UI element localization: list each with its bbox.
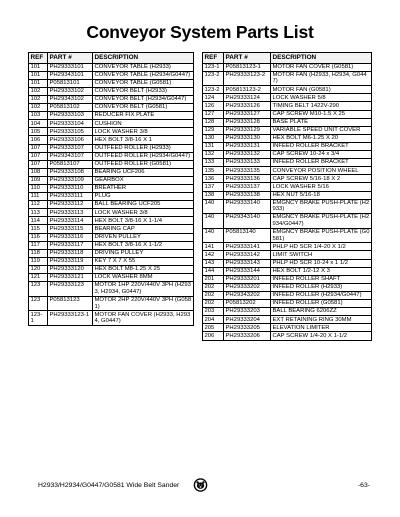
description-cell: HEX BOLT 1/2-12 X 3 [271,267,372,275]
description-cell: CAP SCREW 5/16-18 X 2 [271,175,372,183]
description-cell: REDUCER FIX PLATE [93,112,194,120]
description-cell: BASE PLATE [271,118,372,126]
ref-cell: 137 [203,183,224,191]
table-row [203,332,372,340]
table-row [29,87,194,95]
part-number-cell: P05813102 [48,104,93,112]
part-number-cell: PH29333116 [48,233,93,241]
ref-cell: 106 [29,136,48,144]
part-number-cell: PH29333108 [48,168,93,176]
description-cell: OUTFEED ROLLER (G0581) [93,160,194,168]
parts-table-left-body [29,63,194,325]
description-cell: BEARING UCF206 [93,168,194,176]
table-row [29,71,194,79]
ref-cell: 144 [203,267,224,275]
description-cell: MOTOR FAN COVER (H2933, H2934, G0447) [93,311,194,326]
ref-cell: 102 [29,104,48,112]
table-row [203,291,372,299]
description-cell: CAP SCREW 10-24 x 3/4 [271,151,372,159]
ref-cell: 129 [203,126,224,134]
description-cell: VARIABLE SPEED UNIT COVER [271,126,372,134]
description-cell: CAP SCREW 1/4-20 X 1-1/2 [271,332,372,340]
ref-cell: 130 [203,134,224,142]
description-cell: DRIVEN PULLEY [93,233,194,241]
description-cell: OUTFEED ROLLER (H2933) [93,144,194,152]
part-number-cell: PH29333132 [224,151,271,159]
part-number-cell: PH29333113 [48,209,93,217]
table-row [203,159,372,167]
ref-cell: 111 [29,193,48,201]
ref-cell: 140 [203,199,224,214]
table-row [203,228,372,243]
part-number-cell: PH29333106 [48,136,93,144]
ref-cell: 135 [203,167,224,175]
ref-cell: 121 [29,274,48,282]
table-row [29,63,194,71]
part-number-cell: PH29333123 [48,282,93,297]
ref-cell: 140 [203,214,224,229]
description-cell: LIMIT SWITCH [271,251,372,259]
description-cell: CONVEYOR TABLE (H2934/G0447) [93,71,194,79]
ref-cell: 123-1 [203,63,224,71]
ref-cell: 136 [203,175,224,183]
description-cell: EMGNCY BRAKE PUSH-PLATE (H2933) [271,199,372,214]
ref-cell: 140 [203,228,224,243]
ref-column-header: REF [29,53,48,64]
description-cell: BALL BEARING UCF205 [93,201,194,209]
ref-cell: 143 [203,259,224,267]
description-cell: MOTOR FAN (H2933, H2934, G0447) [271,71,372,86]
part-number-cell: PH29333104 [48,120,93,128]
table-row [203,183,372,191]
part-number-cell: PH29333121 [48,274,93,282]
part-column-header: PART # [224,53,271,64]
table-row [203,275,372,283]
table-row [203,63,372,71]
part-number-cell: PH29333144 [224,267,271,275]
table-row [203,86,372,94]
page-number: -63- [357,482,370,489]
table-row [203,243,372,251]
table-row [29,112,194,120]
table-row [29,274,194,282]
ref-cell: 128 [203,118,224,126]
part-number-cell: PH29333111 [48,193,93,201]
table-row [29,128,194,136]
description-cell: ELEVATION LIMITER [271,324,372,332]
page-footer [38,479,370,493]
ref-cell: 141 [203,243,224,251]
table-row [29,249,194,257]
part-number-cell: P05813202 [224,300,271,308]
table-row [29,185,194,193]
part-number-cell: PH29333115 [48,225,93,233]
description-column-header: DESCRIPTION [93,53,194,64]
ref-cell: 205 [203,324,224,332]
ref-cell: 201 [203,275,224,283]
description-cell: CONVEYOR BELT (H2934/G0447) [93,95,194,103]
description-cell: PLUG [93,193,194,201]
table-row [29,144,194,152]
description-cell: GEARBOX [93,176,194,184]
table-header-row [203,53,372,64]
part-number-cell: PH29333135 [224,167,271,175]
table-row [203,191,372,199]
ref-cell: 123-2 [203,71,224,86]
ref-cell: 110 [29,185,48,193]
ref-cell: 118 [29,249,48,257]
ref-cell: 105 [29,128,48,136]
table-row [29,95,194,103]
description-cell: EMGNCY BRAKE PUSH-PLATE (H2934/G0447) [271,214,372,229]
part-number-cell: PH29333140 [224,199,271,214]
table-row [29,225,194,233]
part-number-cell: PH29333118 [48,249,93,257]
part-number-cell: PH29333123-2 [224,71,271,86]
description-cell: MOTOR 2HP 220V/440V 3PH (G0581) [93,296,194,311]
table-row [29,233,194,241]
table-row [203,110,372,118]
description-cell: INFEED ROLLER (H2933) [271,283,372,291]
ref-cell: 132 [203,151,224,159]
description-cell: CONVEYOR TABLE (H2933) [93,63,194,71]
description-cell: OUTFEED ROLLER (H2934/G0447) [93,152,194,160]
description-cell: LOCK WASHER 8MM [93,274,194,282]
table-row [203,134,372,142]
description-cell: TIMING BELT 1422V-290 [271,102,372,110]
part-number-cell: PH29333205 [224,324,271,332]
description-cell: HEX BOLT 3/8-16 X 1-1/2 [93,241,194,249]
description-cell: CONVEYOR TABLE (G0581) [93,79,194,87]
part-number-cell: PH29343107 [48,152,93,160]
part-number-cell: PH29333136 [224,175,271,183]
table-row [203,283,372,291]
description-cell: CONVEYOR POSITION WHEEL [271,167,372,175]
part-number-cell: PH29333206 [224,332,271,340]
part-number-cell: PH29333130 [224,134,271,142]
table-row [203,118,372,126]
table-row [203,324,372,332]
part-number-cell: PH29333137 [224,183,271,191]
table-row [29,104,194,112]
description-cell: INFEED ROLLER BRACKET [271,142,372,150]
description-cell: LOCK WASHER 5/16 [271,183,372,191]
ref-cell: 124 [203,94,224,102]
table-row [203,267,372,275]
ref-cell: 202 [203,291,224,299]
description-cell: EXT RETAINING RING 30MM [271,316,372,324]
part-number-cell: P05813123-1 [224,63,271,71]
part-number-cell: PH29333117 [48,241,93,249]
table-row [203,142,372,150]
part-number-cell: PH29333114 [48,217,93,225]
ref-cell: 115 [29,225,48,233]
description-cell: BEARING CAP [93,225,194,233]
table-row [29,311,194,326]
footer-model-text: H2933/H2934/G0447/G0581 Wide Belt Sander [38,482,180,489]
description-cell: MOTOR FAN (G0581) [271,86,372,94]
ref-cell: 142 [203,251,224,259]
part-number-cell: P05813107 [48,160,93,168]
description-cell: INFEED ROLLER BRACKET [271,159,372,167]
part-number-cell: PH29333107 [48,144,93,152]
ref-cell: 114 [29,217,48,225]
table-row [29,257,194,265]
description-cell: KEY 7 X 7 X 55 [93,257,194,265]
ref-cell: 101 [29,71,48,79]
part-number-cell: P05813123 [48,296,93,311]
part-number-cell: PH29333143 [224,259,271,267]
ref-cell: 107 [29,160,48,168]
table-row [29,160,194,168]
part-number-cell: PH29333204 [224,316,271,324]
ref-cell: 112 [29,201,48,209]
description-cell: MOTOR 1HP 220V/440V 3PH (H2933, H2934, G0447) [93,282,194,297]
table-row [203,94,372,102]
ref-cell: 101 [29,63,48,71]
description-cell: EMGNCY BRAKE PUSH-PLATE (G0581) [272,229,370,242]
ref-cell: 123-1 [29,311,48,326]
table-row [29,193,194,201]
part-number-cell: PH29333131 [224,142,271,150]
description-cell: MOTOR FAN COVER (G0581) [271,63,372,71]
ref-cell: 133 [203,159,224,167]
description-cell: HEX NUT 5/16-18 [271,191,372,199]
part-number-cell: PH29333142 [224,251,271,259]
description-cell: HEX BOLT M6-1.25 X 20 [271,134,372,142]
part-number-cell: PH29333119 [48,257,93,265]
ref-cell: 103 [29,112,48,120]
grizzly-bear-logo-icon [193,478,208,492]
part-number-cell: PH29333138 [224,191,271,199]
table-row [203,251,372,259]
ref-cell: 107 [29,152,48,160]
table-row [29,265,194,273]
description-cell: BREATHER [93,185,194,193]
ref-cell: 107 [29,144,48,152]
table-row [203,71,372,86]
ref-cell: 202 [203,300,224,308]
description-cell: INFEED ROLLER (H2934/G0447) [271,291,372,299]
ref-cell: 206 [203,332,224,340]
table-row [203,308,372,316]
part-number-cell: PH29333123-1 [48,311,93,326]
ref-cell: 204 [203,316,224,324]
description-cell: HEX BOLT 3/8-16 X 1 [93,136,194,144]
ref-cell: 138 [203,191,224,199]
ref-cell: 131 [203,142,224,150]
table-row [203,214,372,229]
ref-cell: 101 [29,79,48,87]
table-row [203,259,372,267]
part-number-cell: P05813140 [224,228,271,243]
table-row [203,151,372,159]
ref-cell: 123 [29,282,48,297]
description-cell: PHLP HD SCR 1/4-20 X 1/2 [271,243,372,251]
page-title: Conveyor System Parts List [86,22,314,42]
table-row [29,241,194,249]
part-number-cell: PH29333120 [48,265,93,273]
table-row [203,167,372,175]
part-number-cell: PH29333133 [224,159,271,167]
ref-cell: 203 [203,308,224,316]
description-cell: HEX BOLT M8-1.25 X 25 [93,265,194,273]
ref-cell: 123-2 [203,86,224,94]
part-number-cell: P05813123-2 [224,86,271,94]
table-row [203,102,372,110]
description-cell: INFEED ROLLER (G0581) [271,300,372,308]
description-cell: PHLP HD SCR 10-24 x 1 1/2 [271,259,372,267]
table-row [29,217,194,225]
table-row [29,168,194,176]
part-number-cell: PH29343102 [48,95,93,103]
part-number-cell: PH29333129 [224,126,271,134]
part-number-cell: PH29333202 [224,283,271,291]
table-row [29,209,194,217]
part-number-cell: PH29343140 [224,214,271,229]
description-cell: LOCK WASHER 5/8 [271,94,372,102]
table-row [203,126,372,134]
ref-cell: 117 [29,241,48,249]
part-number-cell: PH29333105 [48,128,93,136]
ref-cell: 102 [29,87,48,95]
ref-cell: 119 [29,257,48,265]
part-number-cell: PH29333128 [224,118,271,126]
table-row [29,120,194,128]
ref-cell: 116 [29,233,48,241]
part-number-cell: PH29333110 [48,185,93,193]
description-cell: HEX BOLT 3/8-16 X 1-1/4 [93,217,194,225]
description-cell: LOCK WASHER 3/8 [93,209,194,217]
table-row [29,136,194,144]
part-number-cell: PH29333203 [224,308,271,316]
ref-cell: 126 [203,102,224,110]
part-number-cell: PH29333109 [48,176,93,184]
ref-cell: 202 [203,283,224,291]
ref-cell: 109 [29,176,48,184]
parts-table-left [28,52,194,326]
part-number-cell: PH29333126 [224,102,271,110]
table-row [203,199,372,214]
parts-table-right-body [203,63,372,340]
ref-column-header: REF [203,53,224,64]
table-header-row [29,53,194,64]
part-number-cell: PH29333127 [224,110,271,118]
description-column-header: DESCRIPTION [271,53,372,64]
part-number-cell: PH29333102 [48,87,93,95]
ref-cell: 108 [29,168,48,176]
description-cell: CUSHION [93,120,194,128]
table-row [29,296,194,311]
table-row [29,79,194,87]
part-column-header: PART # [48,53,93,64]
part-number-cell: PH29333112 [48,201,93,209]
table-row [29,201,194,209]
table-row [203,300,372,308]
table-row [29,282,194,297]
ref-cell: 123 [29,296,48,311]
ref-cell: 102 [29,95,48,103]
ref-cell: 104 [29,120,48,128]
table-row [29,176,194,184]
description-cell: CONVEYOR BELT (G0581) [93,104,194,112]
description-cell: CONVEYOR BELT (H2933) [93,87,194,95]
table-row [203,316,372,324]
ref-cell: 120 [29,265,48,273]
part-number-cell: PH29333141 [224,243,271,251]
part-number-cell: PH29333124 [224,94,271,102]
part-number-cell: PH29333101 [48,63,93,71]
description-cell: LOCK WASHER 3/8 [93,128,194,136]
description-cell: DRIVING PULLEY [93,249,194,257]
table-row [203,175,372,183]
part-number-cell: PH29333103 [48,112,93,120]
parts-table-right [202,52,372,341]
ref-cell: 113 [29,209,48,217]
description-cell: CAP SCREW M10-1.5 X 25 [271,110,372,118]
table-row [29,152,194,160]
ref-cell: 127 [203,110,224,118]
part-number-cell: PH29343202 [224,291,271,299]
part-number-cell: PH29343101 [48,71,93,79]
description-cell: INFEED ROLLER SHAFT [271,275,372,283]
description-cell: BALL BEARING 6206ZZ [271,308,372,316]
part-number-cell: P05813101 [48,79,93,87]
part-number-cell: PH29333201 [224,275,271,283]
